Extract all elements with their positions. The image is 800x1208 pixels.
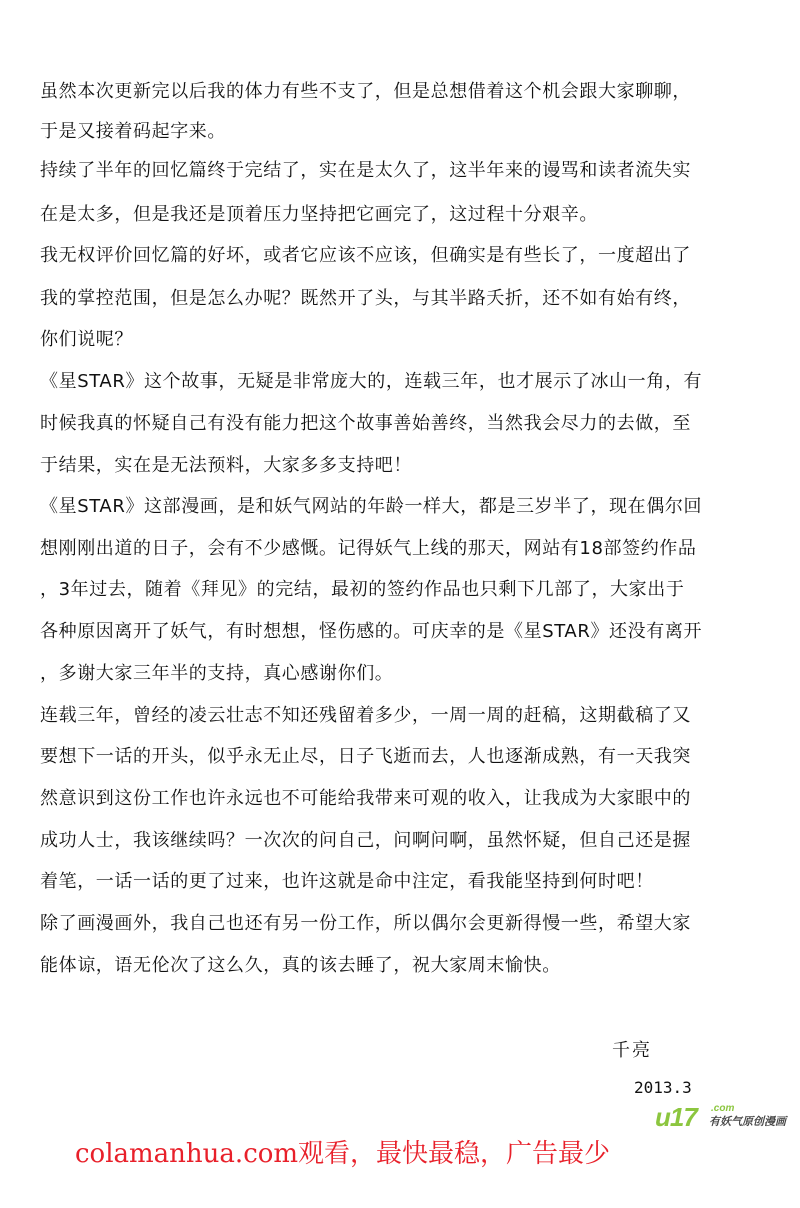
u17-logo <box>655 1103 797 1133</box>
article-line: 于是又接着码起字来。 <box>40 121 226 142</box>
article-line: 于结果，实在是无法预料，大家多多支持吧！ <box>40 455 412 476</box>
article-line: 《星STAR》这部漫画，是和妖气网站的年龄一样大，都是三岁半了，现在偶尔回 <box>40 496 703 517</box>
article-line: 你们说呢？ <box>40 329 133 350</box>
logo-domain-suffix: .com <box>711 1103 735 1114</box>
logo-tagline: 有妖气原创漫画 <box>709 1116 786 1128</box>
signature-date: 2013.3 <box>634 1078 692 1097</box>
article-line: 我无权评价回忆篇的好坏，或者它应该不应该，但确实是有些长了，一度超出了 <box>40 245 691 266</box>
article-line: 虽然本次更新完以后我的体力有些不支了，但是总想借着这个机会跟大家聊聊， <box>40 81 691 102</box>
author-signature: 千亮 <box>612 1040 652 1061</box>
article-line: ，3年过去，随着《拜见》的完结，最初的签约作品也只剩下几部了，大家出于 <box>40 579 685 600</box>
logo-wordmark: u17 <box>655 1102 697 1132</box>
article-line: 持续了半年的回忆篇终于完结了，实在是太久了，这半年来的谩骂和读者流失实 <box>40 160 691 181</box>
article-line: 着笔，一话一话的更了过来，也许这就是命中注定，看我能坚持到何时吧！ <box>40 871 654 892</box>
article-line: 然意识到这份工作也许永远也不可能给我带来可观的收入，让我成为大家眼中的 <box>40 788 691 809</box>
article-line: 在是太多，但是我还是顶着压力坚持把它画完了，这过程十分艰辛。 <box>40 204 598 225</box>
article-line: 想刚刚出道的日子，会有不少感慨。记得妖气上线的那天，网站有18部签约作品 <box>40 538 697 559</box>
article-line: 时候我真的怀疑自己有没有能力把这个故事善始善终，当然我会尽力的去做，至 <box>40 413 691 434</box>
article-line: 我的掌控范围，但是怎么办呢？既然开了头，与其半路夭折，还不如有始有终， <box>40 288 691 309</box>
article-line: 各种原因离开了妖气，有时想想，怪伤感的。可庆幸的是《星STAR》还没有离开 <box>40 621 703 642</box>
article-line: ，多谢大家三年半的支持，真心感谢你们。 <box>40 663 394 684</box>
article-line: 除了画漫画外，我自己也还有另一份工作，所以偶尔会更新得慢一些，希望大家 <box>40 913 691 934</box>
article-line: 成功人士，我该继续吗？一次次的问自己，问啊问啊，虽然怀疑，但自己还是握 <box>40 830 691 851</box>
article-line: 要想下一话的开头，似乎永无止尽，日子飞逝而去，人也逐渐成熟，有一天我突 <box>40 746 691 767</box>
article-line: 能体谅，语无伦次了这么久，真的该去睡了，祝大家周末愉快。 <box>40 955 561 976</box>
ad-watermark-text: colamanhua.com观看，最快最稳，广告最少 <box>75 1139 611 1169</box>
article-line: 《星STAR》这个故事，无疑是非常庞大的，连载三年，也才展示了冰山一角，有 <box>40 371 703 392</box>
article-line: 连载三年，曾经的凌云壮志不知还残留着多少，一周一周的赶稿，这期截稿了又 <box>40 705 691 726</box>
